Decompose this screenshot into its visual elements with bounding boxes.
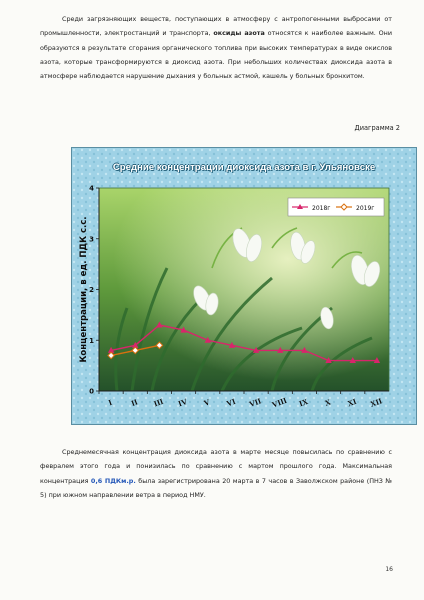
y-tick-label: 2 xyxy=(89,286,94,294)
y-tick-label: 4 xyxy=(89,184,94,193)
x-tick-label: VII xyxy=(248,396,263,409)
chart-frame xyxy=(71,147,417,425)
page-number: 16 xyxy=(385,566,393,573)
intro-text-part2: относятся к наиболее важным. Они образуются в результате сгорания органического топлива при высоких температурах в виде окислов азота, которые трансформируются в диоксид азота. При небольших количествах диоксида азота в атмосфере наблюдается нарушение дыхания у больных астмой, кашель у больных бронхитом. xyxy=(40,29,393,81)
diagram-caption: Диаграмма 2 xyxy=(354,124,400,132)
x-tick-label: XII xyxy=(368,396,384,409)
conclusion-text-part2: была зарегистрирована 20 марта в 7 часов в Заволжском районе (ПНЗ № 5) при южном направлении ветра в период НМУ. xyxy=(40,476,393,499)
max-concentration-value: 0,6 ПДКм.р. xyxy=(90,476,136,485)
x-tick-label: III xyxy=(152,396,165,409)
y-tick-label: 1 xyxy=(89,336,94,345)
x-tick-label: IX xyxy=(297,396,310,409)
x-tick-label: X xyxy=(323,397,332,408)
chart-title: Средние концентрации диоксида азота в г. Ульяновске xyxy=(112,162,376,173)
y-tick-label: 3 xyxy=(89,235,94,244)
intro-text-part1: Среди загрязняющих веществ, поступающих в атмосферу с антропогенными выбросами от промышленности, электростанций и транспорта, xyxy=(40,15,392,38)
x-tick-label: VI xyxy=(225,396,237,409)
intro-paragraph xyxy=(40,12,392,83)
line-chart xyxy=(72,148,416,424)
x-tick-label: XI xyxy=(346,396,358,409)
x-tick-label: I xyxy=(107,397,114,408)
x-tick-label: II xyxy=(129,397,139,408)
y-axis-label: Концентрации, в ед. ПДК с.с. xyxy=(79,216,89,363)
intro-bold-term: оксиды азота xyxy=(213,29,265,38)
x-tick-label: VIII xyxy=(270,395,289,410)
conclusion-text-part1: Среднемесячная концентрация диоксида азота в марте месяце повысилась по сравнению с февралем этого года и понизилась по сравнению с мартом прошлого года. Максимальная концентрация xyxy=(40,448,392,485)
legend-label-2019: 2019г xyxy=(356,205,375,212)
y-tick-label: 0 xyxy=(89,387,94,396)
x-tick-label: V xyxy=(202,397,212,408)
chart-legend xyxy=(288,198,384,216)
legend-label-2018: 2018г xyxy=(312,205,331,212)
x-tick-label: IV xyxy=(177,396,189,409)
conclusion-paragraph xyxy=(40,445,392,502)
